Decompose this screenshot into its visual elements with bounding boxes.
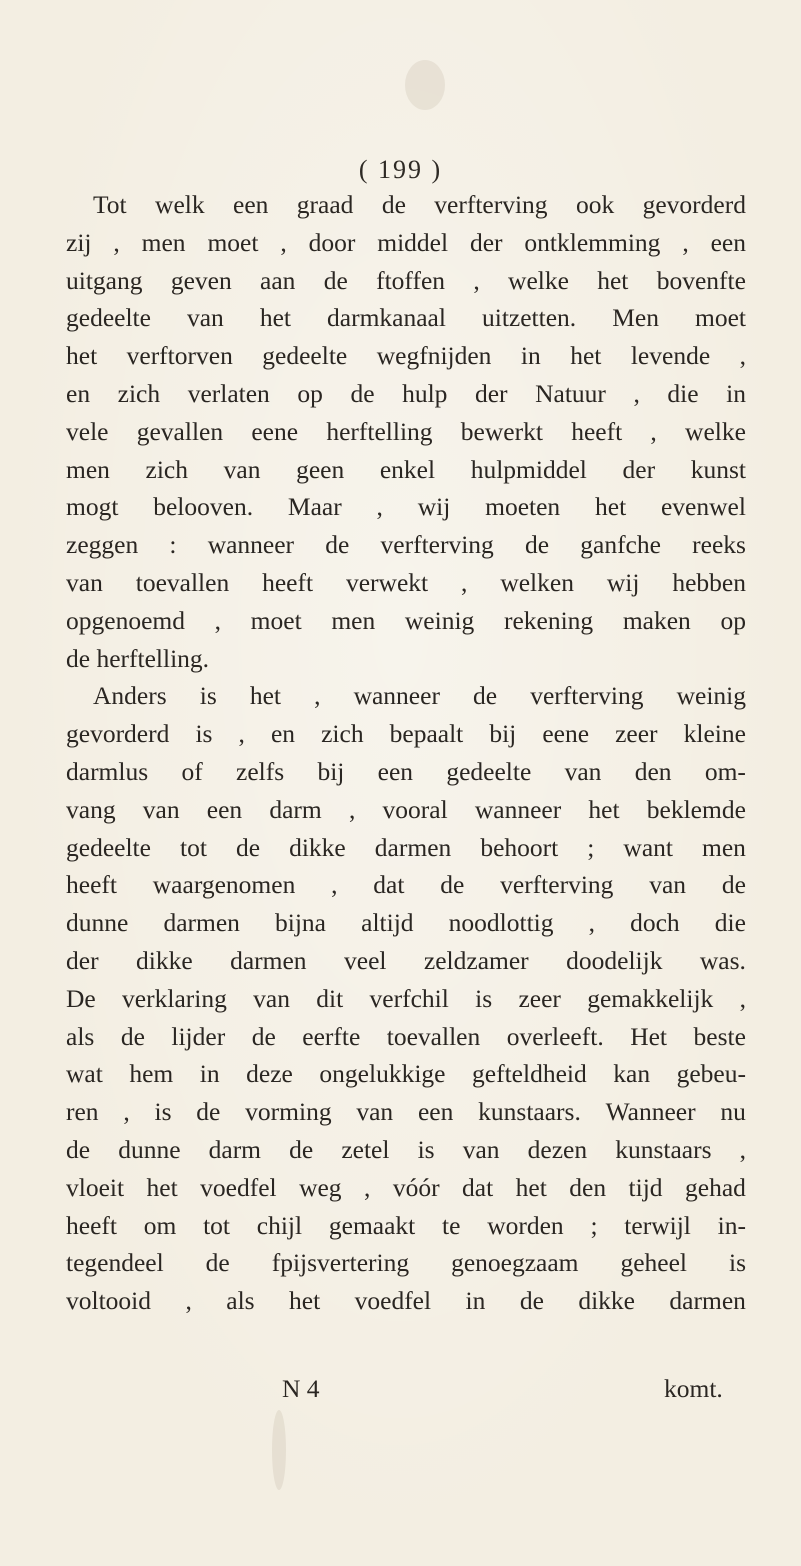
text-line: voltooid , als het voedfel in de dikke darmen: [66, 1286, 746, 1316]
text-line: dunne darmen bijna altijd noodlottig , doch die: [66, 908, 746, 938]
catchword: komt.: [664, 1374, 723, 1403]
text-line: het verftorven gedeelte wegfnijden in het levende ,: [66, 341, 746, 371]
text-line: De verklaring van dit verfchil is zeer gemakkelijk ,: [66, 983, 746, 1013]
page-number: ( 199 ): [358, 155, 443, 184]
text-line: de herftelling.: [66, 643, 210, 673]
text-line: der dikke darmen veel zeldzamer doodelijk was.: [66, 945, 746, 975]
text-line: vang van een darm , vooral wanneer het beklemde: [66, 794, 746, 824]
text-line: de dunne darm de zetel is van dezen kunstaars ,: [66, 1134, 746, 1164]
text-line: gevorderd is , en zich bepaalt bij eene zeer kleine: [66, 719, 746, 749]
text-line: opgenoemd , moet men weinig rekening maken op: [66, 605, 746, 635]
text-line: Tot welk een graad de verfterving ook gevorderd: [93, 190, 746, 219]
text-line: zeggen : wanneer de verfterving de ganfche reeks: [66, 530, 746, 560]
text-line: uitgang geven aan de ftoffen , welke het bovenfte: [66, 265, 746, 295]
text-line: ren , is de vorming van een kunstaars. Wanneer nu: [66, 1097, 746, 1127]
text-line: tegendeel de fpijsvertering genoegzaam geheel is: [66, 1248, 746, 1278]
text-line: gedeelte tot de dikke darmen behoort ; want men: [66, 832, 746, 862]
text-line: mogt belooven. Maar , wij moeten het evenwel: [66, 492, 746, 522]
text-line: van toevallen heeft verwekt , welken wij hebben: [66, 567, 746, 597]
text-line: men zich van geen enkel hulpmiddel der kunst: [66, 454, 746, 484]
text-line: en zich verlaten op de hulp der Natuur , die in: [66, 378, 746, 408]
body-text: [66, 186, 746, 1320]
paper-stain: [272, 1410, 286, 1490]
text-line: vloeit het voedfel weg , vóór dat het den tijd gehad: [66, 1172, 746, 1202]
text-line: gedeelte van het darmkanaal uitzetten. Men moet: [66, 303, 746, 333]
text-line: zij , men moet , door middel der ontklemming , een: [66, 227, 746, 257]
text-line: Anders is het , wanneer de verfterving weinig: [93, 681, 746, 711]
text-line: wat hem in deze ongelukkige gefteldheid kan gebeu-: [66, 1059, 746, 1089]
text-line: darmlus of zelfs bij een gedeelte van den om-: [66, 756, 746, 786]
text-line: heeft waargenomen , dat de verfterving van de: [66, 870, 746, 900]
paper-stain: [405, 60, 445, 110]
text-line: als de lijder de eerfte toevallen overleeft. Het beste: [66, 1021, 746, 1051]
text-line: vele gevallen eene herftelling bewerkt heeft , welke: [66, 416, 746, 446]
footer-line: [0, 1370, 801, 1408]
signature-mark: N 4: [282, 1374, 320, 1403]
text-line: heeft om tot chijl gemaakt te worden ; terwijl in-: [66, 1210, 746, 1240]
